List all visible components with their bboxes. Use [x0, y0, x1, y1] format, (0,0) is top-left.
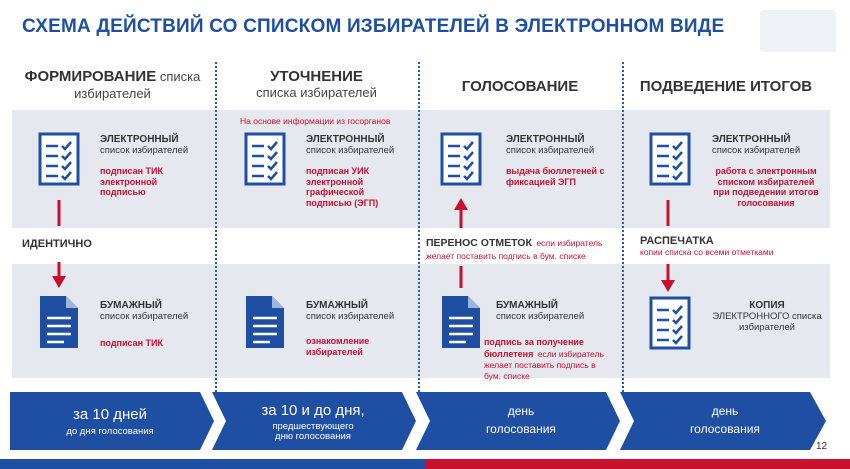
connector-label: ИДЕНТИЧНО	[22, 238, 92, 250]
footer-stripe-red	[425, 459, 850, 469]
electronic-list-label: ЭЛЕКТРОННЫЙ список избирателей	[712, 134, 801, 156]
connector-label: РАСПЕЧАТКА копии списка со всеми отметками	[640, 235, 774, 257]
page-number: 12	[816, 441, 828, 452]
electronic-list-note: подписан ТИК электронной подписью	[100, 166, 164, 197]
paper-document-icon	[246, 296, 284, 348]
electronic-list-icon	[40, 134, 78, 184]
page-title: СХЕМА ДЕЙСТВИЙ СО СПИСКОМ ИЗБИРАТЕЛЕЙ В ЭЛЕКТРОННОМ ВИДЕ	[22, 16, 725, 37]
electronic-list-note: подписан УИК электронной графической подписью (ЭГП)	[306, 166, 379, 208]
paper-list-label: БУМАЖНЫЙ список избирателей	[100, 300, 189, 322]
paper-list-label: БУМАЖНЫЙ список избирателей	[496, 300, 585, 322]
paper-document-icon	[442, 296, 480, 348]
electronic-copy-icon	[651, 298, 689, 348]
electronic-list-note: выдача бюллетеней с фиксацией ЭГП	[506, 166, 605, 187]
paper-list-label: БУМАЖНЫЙ список избирателей	[306, 300, 395, 322]
electronic-list-label: ЭЛЕКТРОННЫЙ список избирателей	[306, 134, 395, 156]
source-note: На основе информации из госорганов	[240, 116, 391, 126]
footer-stripe-blue	[0, 459, 425, 469]
paper-document-icon	[40, 296, 78, 348]
timeline-step-2: за 10 и до дня, предшествующего дню голосования	[261, 402, 365, 442]
timeline-step-3: день голосования	[486, 404, 556, 436]
electronic-list-icon	[246, 134, 284, 184]
electronic-list-note: работа с электронным списком избирателей при подведении итогов голосования	[713, 166, 819, 208]
electronic-list-label: ЭЛЕКТРОННЫЙ список избирателей	[100, 134, 189, 156]
paper-list-note: подпись за получение бюллетеня если избиратель желает поставить подпись в бум. списке	[484, 337, 604, 381]
paper-list-note: ознакомление избирателей	[306, 336, 370, 357]
electronic-list-icon	[651, 134, 689, 184]
paper-list-note: подписан ТИК	[100, 338, 164, 348]
electronic-list-icon	[442, 134, 480, 184]
timeline-step-1: за 10 дней до дня голосования	[66, 406, 154, 437]
timeline-step-4: день голосования	[690, 404, 760, 436]
copy-list-label: КОПИЯ ЭЛЕКТРОННОГО списка избирателей	[712, 300, 822, 333]
column-header-refinement: УТОЧНЕНИЕ списка избирателей	[256, 68, 377, 100]
electronic-list-label: ЭЛЕКТРОННЫЙ список избирателей	[506, 134, 595, 156]
column-header-voting: ГОЛОСОВАНИЕ	[461, 78, 579, 95]
connector-label: ПЕРЕНОС ОТМЕТОК если избиратель желает поставить подпись в бум. списке	[426, 237, 603, 261]
column-header-results: ПОДВЕДЕНИЕ ИТОГОВ	[639, 78, 813, 95]
column-header-formation: ФОРМИРОВАНИЕ списка избирателей	[24, 68, 201, 101]
